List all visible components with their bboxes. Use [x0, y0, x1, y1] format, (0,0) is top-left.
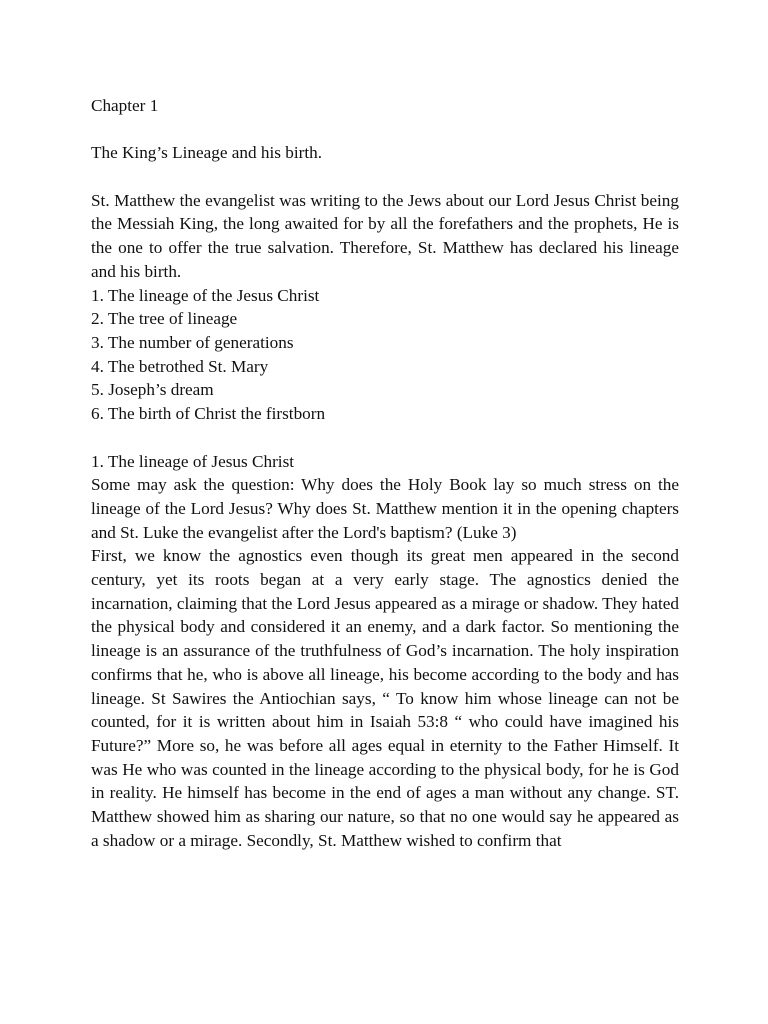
contents-item: 2. The tree of lineage [91, 309, 238, 329]
chapter-contents-list [91, 284, 679, 426]
section-paragraph: First, we know the agnostics even though its great men appeared in the second century, yet its roots began at a very early stage. The agnostics denied the incarnation, claiming that the Lord Jesus appeared as a mirage or shadow. They hated the physical body and considered it an enemy, and a dark factor. So mentioning the lineage is an assurance of the truthfulness of God’s incarnation. The holy inspiration confirms that he, who is above all lineage, his become according to the body and has lineage. St Sawires the Antiochian says, “ To know him whose lineage can not be counted, for it is written about him in Isaiah 53:8 “ who could have imagined his Future?” More so, he was before all ages equal in eternity to the Father Himself. It was He who was counted in the lineage according to the physical body, for he is God in reality. He himself has become in the end of ages a man without any change. ST. Matthew showed him as sharing our nature, so that no one would say he appeared as a shadow or a mirage. Secondly, St. Matthew wished to confirm that [91, 546, 679, 850]
contents-item: 3. The number of generations [91, 333, 294, 352]
intro-paragraph: St. Matthew the evangelist was writing to the Jews about our Lord Jesus Christ being the Messiah King, the long awaited for by all the forefathers and the prophets, He is the one to offer the true salvation. Therefore, St. Matthew has declared his lineage and his birth. [91, 190, 679, 281]
contents-item: 1. The lineage of the Jesus Christ [91, 285, 320, 305]
contents-item: 6. The birth of Christ the firstborn [91, 404, 326, 424]
spacer [91, 426, 679, 450]
contents-item: 4. The betrothed St. Mary [91, 356, 269, 376]
chapter-label: Chapter 1 [91, 96, 159, 115]
section-paragraph: Some may ask the question: Why does the Holy Book lay so much stress on the lineage of the Lord Jesus? Why does St. Matthew mention it in the opening chapters and St. Luke the evangelist after the Lord's baptism? (Luke 3) [91, 475, 679, 542]
document-page [91, 94, 679, 852]
contents-item: 5. Joseph’s dream [91, 380, 214, 400]
section-heading: 1. The lineage of Jesus Christ [91, 451, 295, 471]
chapter-title: The King’s Lineage and his birth. [91, 143, 323, 163]
spacer [91, 165, 679, 189]
spacer [91, 118, 679, 142]
